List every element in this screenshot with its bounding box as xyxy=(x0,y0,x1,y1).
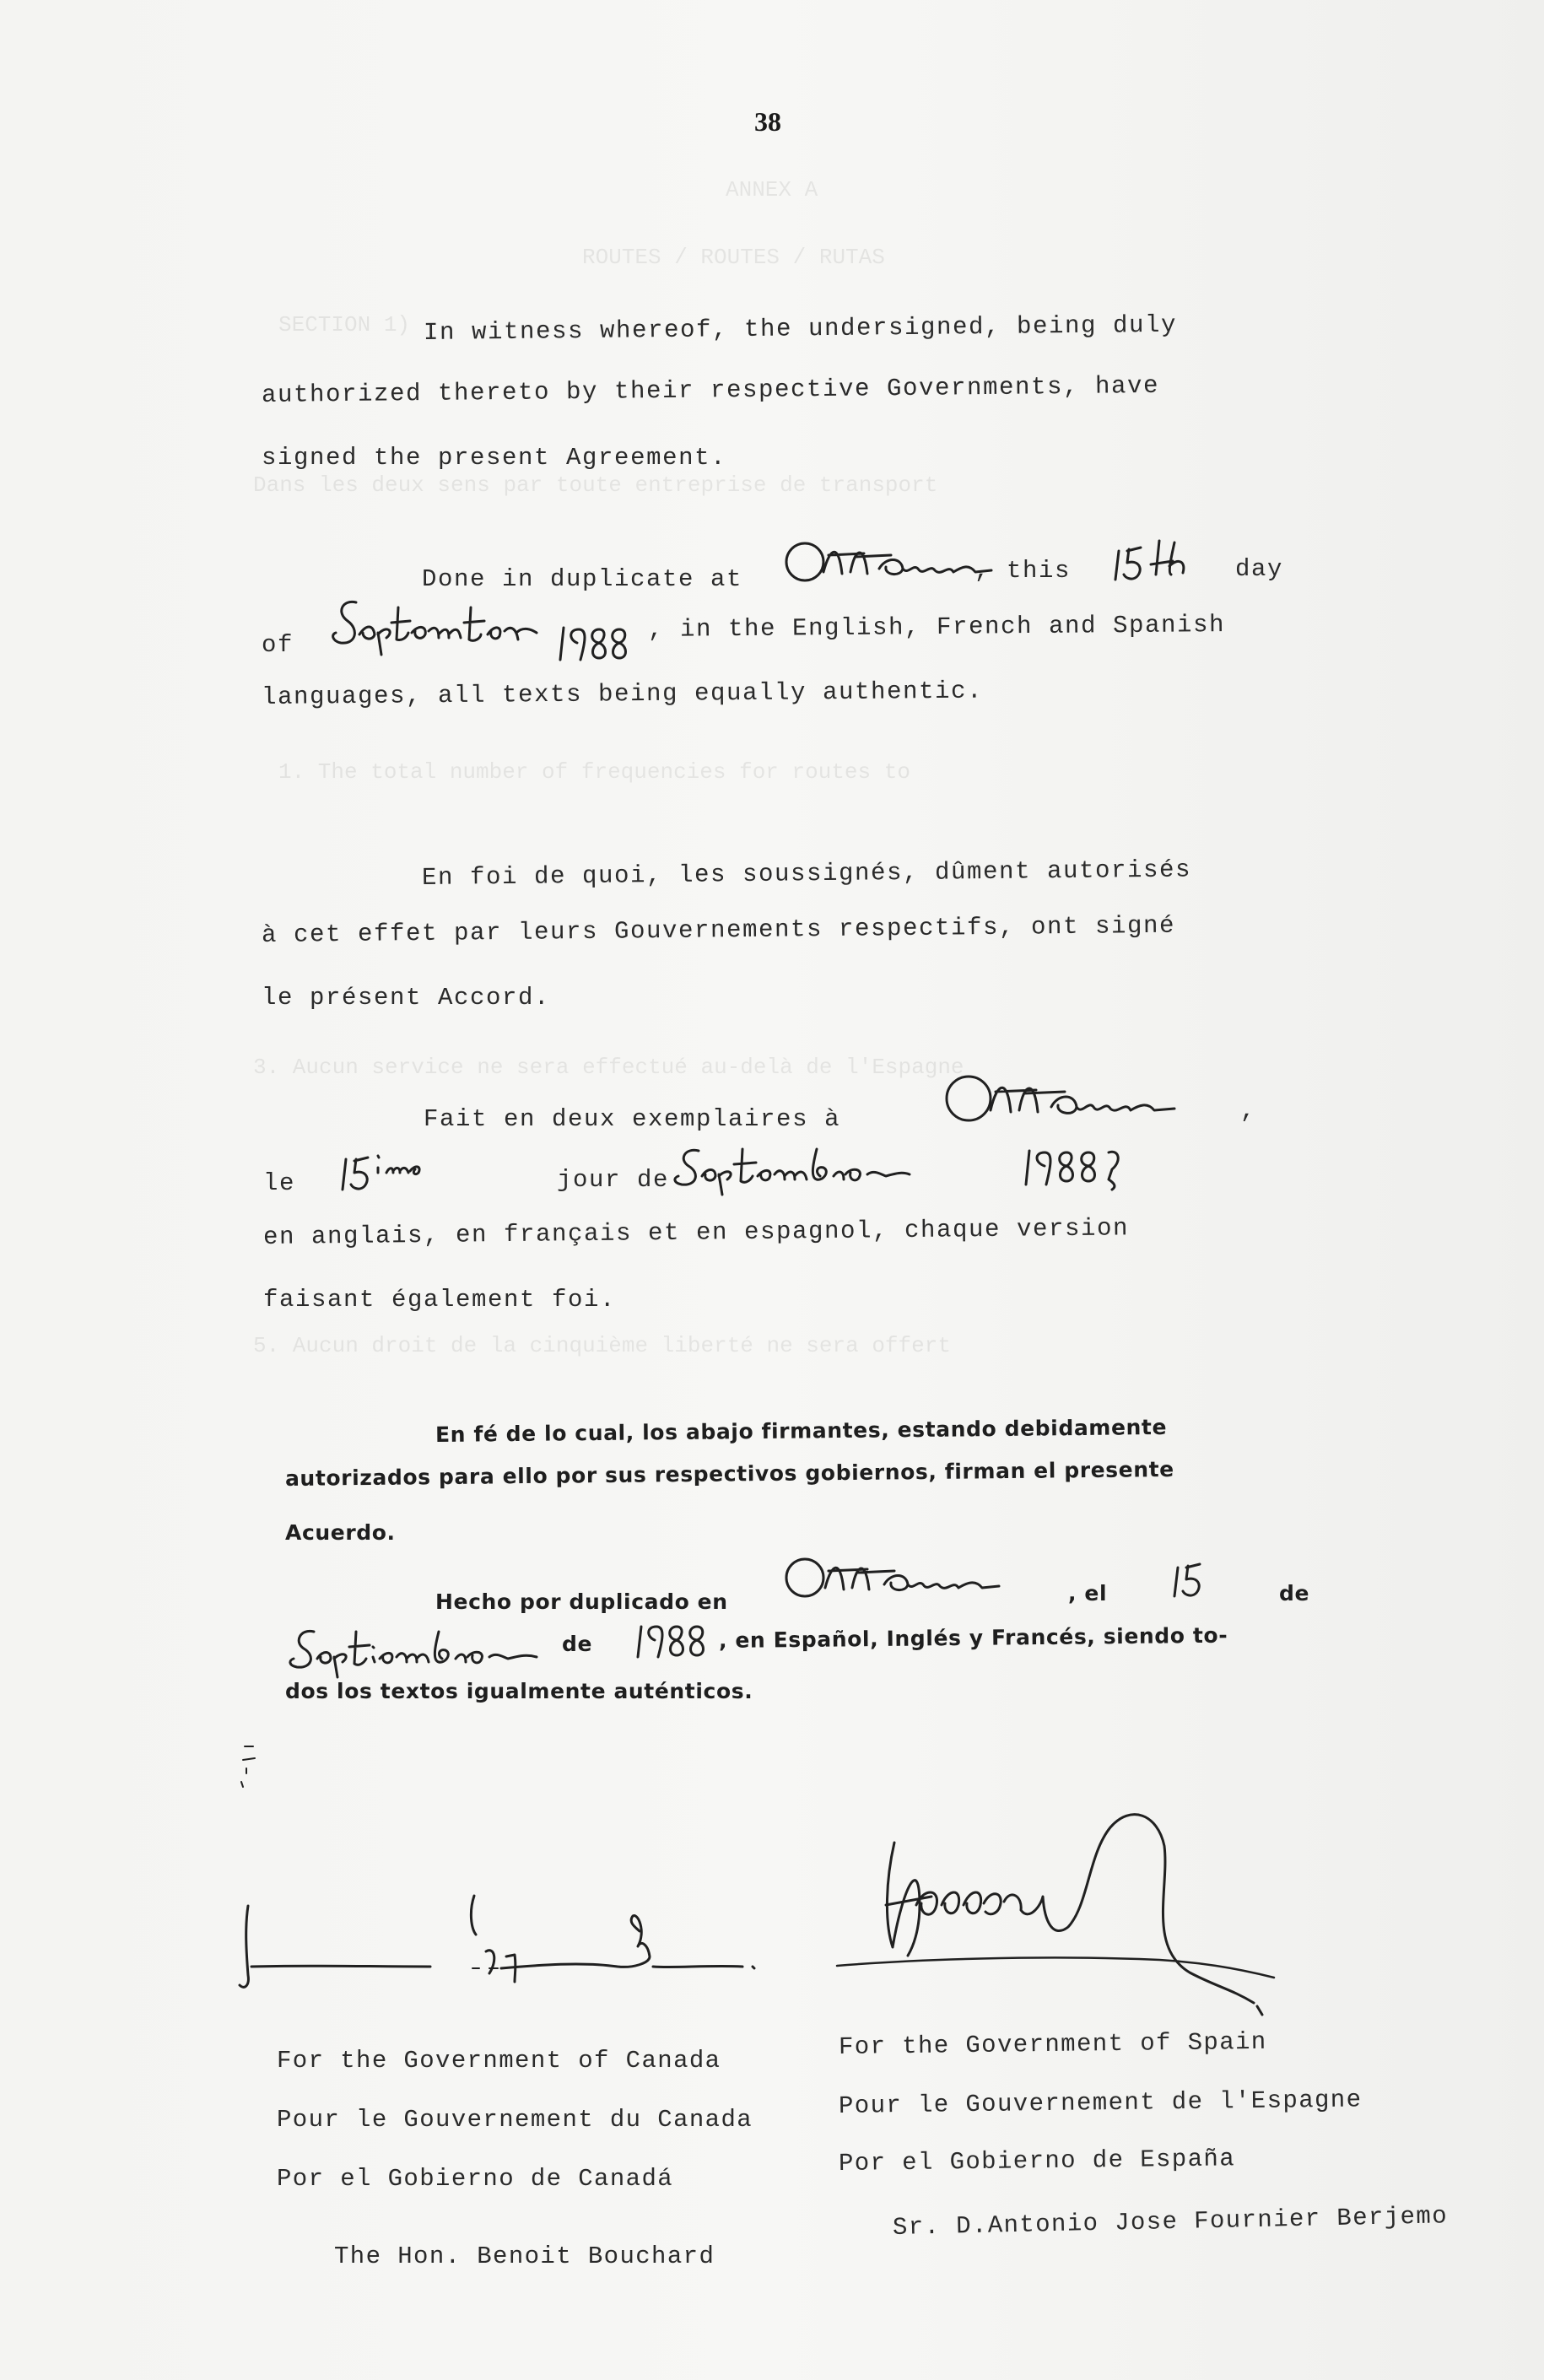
french-jour-de: jour de xyxy=(557,1166,670,1194)
french-comma: , xyxy=(1240,1097,1257,1125)
handwritten-place-ottawa-en xyxy=(776,538,1000,591)
english-done-this: , this xyxy=(974,557,1072,585)
canada-signatory-name: The Hon. Benoit Bouchard xyxy=(334,2242,715,2270)
bleed-through-text: 1. The total number of frequencies for routes to xyxy=(278,759,910,785)
english-paragraph-line-1: In witness whereof, the undersigned, being duly xyxy=(423,310,1178,347)
french-line-languages: en anglais, en français et en espagnol, chaque version xyxy=(262,1214,1130,1251)
handwritten-place-ottawa-es xyxy=(776,1554,1004,1605)
spanish-paragraph-line-3: Acuerdo. xyxy=(285,1520,396,1545)
canada-signatory-fr: Pour le Gouvernement du Canada xyxy=(277,2106,753,2134)
canada-signatory-en: For the Government of Canada xyxy=(277,2047,721,2075)
handwritten-day-15-es xyxy=(1171,1559,1222,1601)
handwritten-year-1988-es xyxy=(634,1622,719,1662)
spain-signatory-name: Sr. D.Antonio Jose Fournier Berjemo xyxy=(892,2202,1449,2242)
bleed-through-text: ROUTES / ROUTES / RUTAS xyxy=(582,245,885,270)
handwritten-month-septembre-fr xyxy=(665,1137,943,1196)
english-done-day-word: day xyxy=(1235,555,1284,583)
english-done-last: languages, all texts being equally authentic. xyxy=(261,677,984,711)
handwritten-month-september-en xyxy=(326,591,545,658)
handwritten-day-15ieme-fr xyxy=(337,1147,447,1198)
handwritten-month-septiembre-es xyxy=(283,1620,545,1679)
spanish-el-word: , el xyxy=(1068,1581,1108,1606)
stray-mark xyxy=(236,1740,262,1790)
french-paragraph-line-3: le présent Accord. xyxy=(262,984,551,1012)
english-done-rest: , in the English, French and Spanish xyxy=(647,611,1226,644)
french-paragraph-line-1: En foi de quoi, les soussignés, dûment autorisés xyxy=(421,855,1192,892)
handwritten-year-1988-en xyxy=(557,623,648,665)
french-fait-prefix: Fait en deux exemplaires à xyxy=(424,1105,841,1133)
canada-signatory-es: Por el Gobierno de Canadá xyxy=(277,2165,674,2193)
english-of-word: of xyxy=(262,631,294,659)
signature-spain xyxy=(835,1778,1350,2032)
handwritten-year-1988-fr xyxy=(1021,1146,1131,1191)
spanish-paragraph-line-2: autorizados para ello por sus respectivos gobiernos, firman el presente xyxy=(284,1456,1174,1491)
bleed-through-text: 3. Aucun service ne sera effectué au-delà de l'Espagne xyxy=(253,1055,964,1080)
spanish-de2-word: de xyxy=(562,1632,593,1656)
french-line-last: faisant également foi. xyxy=(263,1286,617,1314)
english-paragraph-line-2: authorized thereto by their respective Governments, have xyxy=(261,371,1160,409)
english-done-prefix: Done in duplicate at xyxy=(422,565,743,593)
handwritten-place-ottawa-fr xyxy=(937,1071,1181,1131)
spanish-de-word: de xyxy=(1279,1581,1310,1606)
english-paragraph-line-3: signed the present Agreement. xyxy=(262,444,727,472)
spain-signatory-fr: Pour le Gouvernement de l'Espagne xyxy=(838,2086,1363,2120)
bleed-through-text: SECTION 1) xyxy=(278,312,411,337)
signature-canada xyxy=(236,1886,793,1995)
bleed-through-text: 5. Aucun droit de la cinquième liberté ne sera offert xyxy=(253,1333,951,1358)
bleed-through-text: Dans les deux sens par toute entreprise de transport xyxy=(253,472,938,498)
spain-signatory-en: For the Government of Spain xyxy=(838,2027,1267,2061)
spanish-paragraph-line-1: En fé de lo cual, los abajo firmantes, estando debidamente xyxy=(435,1414,1168,1447)
spanish-hecho-prefix: Hecho por duplicado en xyxy=(435,1589,728,1614)
bleed-through-text: ANNEX A xyxy=(726,177,818,202)
handwritten-day-15th-en xyxy=(1112,536,1196,586)
spanish-rest: , en Español, Inglés y Francés, siendo to- xyxy=(718,1622,1228,1653)
spain-signatory-es: Por el Gobierno de España xyxy=(838,2145,1236,2178)
french-le-word: le xyxy=(263,1169,296,1197)
spanish-last: dos los textos igualmente auténticos. xyxy=(285,1679,753,1703)
page-number: 38 xyxy=(754,106,781,137)
french-paragraph-line-2: à cet effet par leurs Gouvernements respectifs, ont signé xyxy=(261,911,1176,949)
